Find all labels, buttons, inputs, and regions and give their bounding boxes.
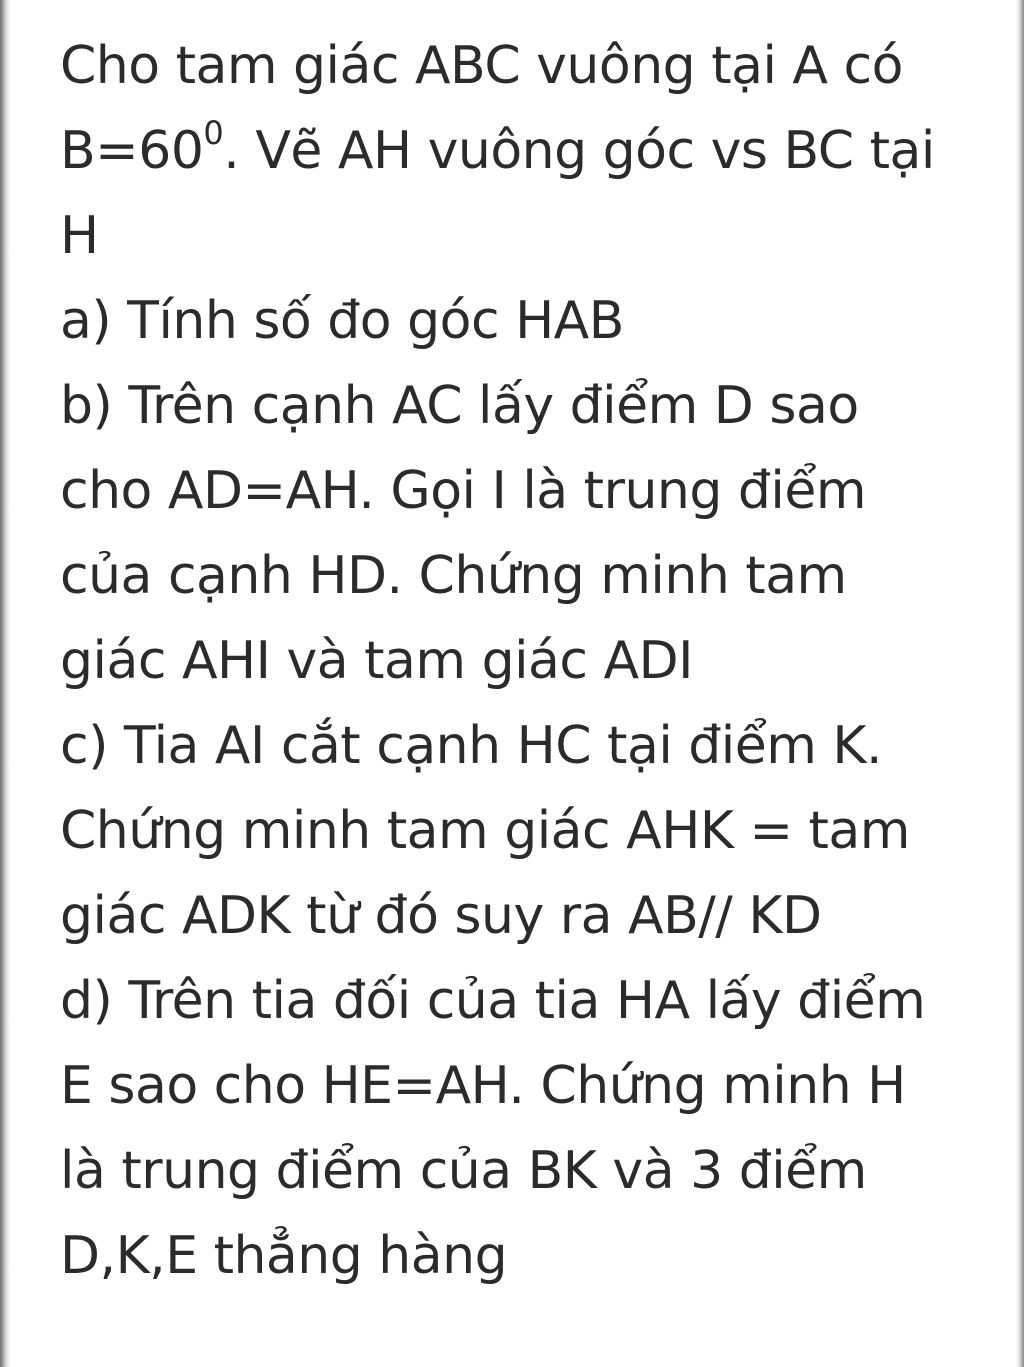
right-page-edge	[1016, 0, 1024, 1367]
part-b-line-2: cho AD=AH. Gọi I là trung điểm	[60, 461, 867, 521]
part-c-line-2: Chứng minh tam giác AHK = tam	[60, 801, 910, 861]
part-a: a) Tính số đo góc HAB	[60, 291, 624, 351]
part-d-line-1: d) Trên tia đối của tia HA lấy điểm	[60, 971, 926, 1031]
problem-line-3: H	[60, 206, 99, 266]
part-b-line-1: b) Trên cạnh AC lấy điểm D sao	[60, 376, 859, 436]
left-page-edge	[0, 0, 10, 1367]
problem-text	[60, 24, 990, 1299]
part-c-line-3: giác ADK từ đó suy ra AB// KD	[60, 886, 822, 946]
angle-b-value: B=60	[60, 121, 204, 181]
part-d-line-4: D,K,E thẳng hàng	[60, 1226, 508, 1286]
part-b-line-3: của cạnh HD. Chứng minh tam	[60, 546, 847, 606]
problem-line-2	[60, 109, 990, 194]
part-c-line-1: c) Tia AI cắt cạnh HC tại điểm K.	[60, 716, 883, 776]
part-b-line-4: giác AHI và tam giác ADI	[60, 631, 693, 691]
part-d-line-2: E sao cho HE=AH. Chứng minh H	[60, 1056, 906, 1116]
problem-line-1: Cho tam giác ABC vuông tại A có	[60, 36, 903, 96]
degree-superscript: 0	[203, 114, 224, 152]
part-d-line-3: là trung điểm của BK và 3 điểm	[60, 1141, 867, 1201]
problem-line-2-rest: . Vẽ AH vuông góc vs BC tại	[223, 121, 935, 181]
